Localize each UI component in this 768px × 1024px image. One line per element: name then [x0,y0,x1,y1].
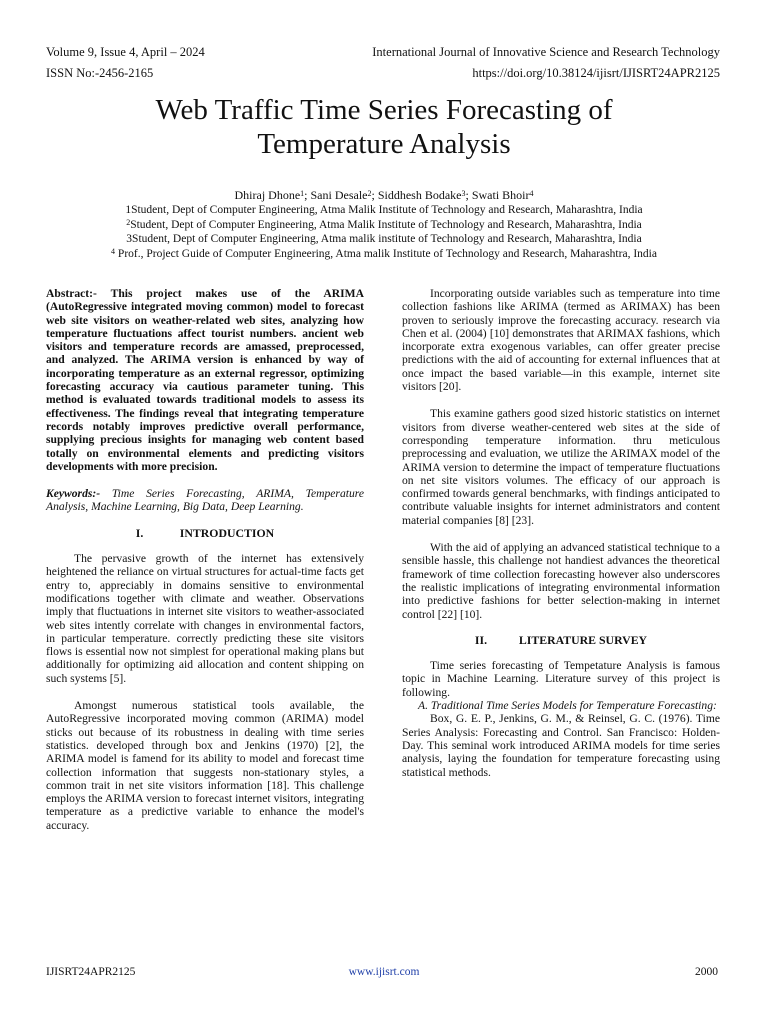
author-2: ; Sani Desale [304,188,368,202]
author-4-sup: 4 [529,189,534,198]
paper-title [40,93,728,161]
author-list [40,188,728,203]
literature-paragraph-1: Time series forecasting of Tempetature Analysis is famous topic in Machine Learning. Literature survey of this project is following. [402,659,720,699]
author-1-sup: 1 [300,189,305,198]
footer-website-link[interactable]: www.ijisrt.com [348,966,420,978]
author-1: Dhiraj Dhone [234,188,301,202]
section-heading-introduction [46,527,364,540]
intro-paragraph-2: Amongst numerous statistical tools available, the AutoRegressive incorporated moving common (ARIMA) model sticks out because of its robustness in dealing with time series statistics. developed through box and Jenkins (1970) [2], the ARIMA model is famend for its ability to model and forecast time collection information that suggests non-stationary styles, a common trait in net site visitors information [18]. This challenge employs the ARIMA version to forecast internet visitors, integrating temperature as a predictive variable to enhance the model's accuracy. [46,699,364,832]
intro-paragraph-5: With the aid of applying an advanced statistical technique to a sensible hassle, this challenge not handiest advances the theoretical framework of time collection forecasting however also underscores the realistic implications of integrating environmental information into predictive fashions for better selection-making in internet control [22] [10]. [402,541,720,621]
author-3: ; Siddhesh Bodake [371,188,462,202]
author-block [40,188,728,261]
keywords-text: Time Series Forecasting, ARIMA, Temperature Analysis, Machine Learning, Big Data, Deep Learning. [46,487,364,514]
affiliation-4-sup: 4 [111,246,116,256]
affiliation-2-sup: 2 [126,217,131,227]
keywords-label: Keywords:- [46,487,101,501]
affiliation-4-text: Prof., Project Guide of Computer Engineering, Atma malik Institute of Technology and Research, Maharashtra, India [115,247,657,260]
doi-link[interactable]: https://doi.org/10.38124/ijisrt/IJISRT24APR2125 [472,66,720,80]
section-number: II. [474,632,488,647]
volume-info: Volume 9, Issue 4, April – 2024 [46,45,205,59]
intro-paragraph-3: Incorporating outside variables such as temperature into time collection fashions like ARIMA (termed as ARIMAX) has been proven to seriously improve the forecasting accuracy. research via Chen et al. (2004) [10] demonstrates that ARIMAX fashions, which incorporate extra exogenous variables, can offer greater precise predictions with the aid of accounting for external influences that at once impact the based variable—in this example, internet site visitors [20]. [402,287,720,394]
literature-paragraph-2: Box, G. E. P., Jenkins, G. M., & Reinsel, G. C. (1976). Time Series Analysis: Forecasting and Control. San Francisco: Holden-Day. This seminal work introduced ARIMA models for time series analysis, laying the foundation for temperature forecasting using statistical methods. [402,712,720,779]
author-2-sup: 2 [367,189,372,198]
issn: ISSN No:-2456-2165 [46,66,154,80]
subsection-heading-a: A. Traditional Time Series Models for Temperature Forecasting: [418,699,717,713]
left-column [46,287,364,832]
section-title: LITERATURE SURVEY [518,632,648,647]
author-4: ; Swati Bhoir [465,188,530,202]
affiliation-4 [40,247,728,262]
section-title: INTRODUCTION [179,525,275,540]
keywords [46,487,364,514]
title-line-2: Temperature Analysis [257,128,511,160]
affiliation-3: 3Student, Dept of Computer Engineering, Atma malik institute of Technology and Research, Maharashtra, India [126,233,642,245]
section-heading-literature-survey [402,634,720,647]
intro-paragraph-4: This examine gathers good sized historic statistics on internet visitors from diverse weather-centered web sites at the side of corresponding temperature information. thru meticulous preprocessing and evaluation, we utilize the ARIMAX model of the ARIMA version to determine the impact of temperature fluctuations on net site visitors volumes. The efficacy of our approach is confirmed towards general benchmarks, with findings anticipated to contribute valuable insights for internet administrators and content material companies [8] [23]. [402,407,720,527]
page-number: 2000 [695,966,718,978]
abstract: Abstract:- This project makes use of the ARIMA (AutoRegressive integrated moving common) model to forecast web site visitors on weather-related web sites, analyzing how temperature fluctuations affect tourist numbers. ancient web visitors and temperature records are amassed, preprocessed, and analyzed. The ARIMA version is enhanced by way of incorporating temperature as an external regressor, optimizing forecasting accuracy via cautious parameter tuning. This method is evaluated towards traditional models to assess its effectiveness. The findings reveal that integrating temperature records notably improves predictive overall performance, supplying precious insights for managing web content based totally on environmental elements and predicting visitors developments with more precision. [46,287,364,473]
intro-paragraph-1: The pervasive growth of the internet has extensively heightened the reliance on virtual structures for actual-time facts get entry to, appreciably in domains sensitive to environmental modifications together with climate and weather. Observations imply that fluctuations in internet site visitors to weather-associated web sites intently correlate with changes in environmental factors, in particular temperature. correctly predicting these site visitors flows is essential now not simplest for operational making plans but additionally for optimizing aid allocation and content shipping on such systems [5]. [46,552,364,685]
footer-paper-id: IJISRT24APR2125 [46,966,136,978]
right-column [402,287,720,779]
section-number: I. [135,525,144,540]
affiliation-1: 1Student, Dept of Computer Engineering, Atma Malik Institute of Technology and Research, Maharashtra, India [125,204,643,216]
affiliation-2-text: Student, Dept of Computer Engineering, Atma Malik Institute of Technology and Research, Maharashtra, India [130,218,642,231]
title-line-1: Web Traffic Time Series Forecasting of [155,94,613,126]
journal-name: International Journal of Innovative Science and Research Technology [372,45,720,59]
author-3-sup: 3 [461,189,466,198]
affiliation-2 [40,218,728,233]
